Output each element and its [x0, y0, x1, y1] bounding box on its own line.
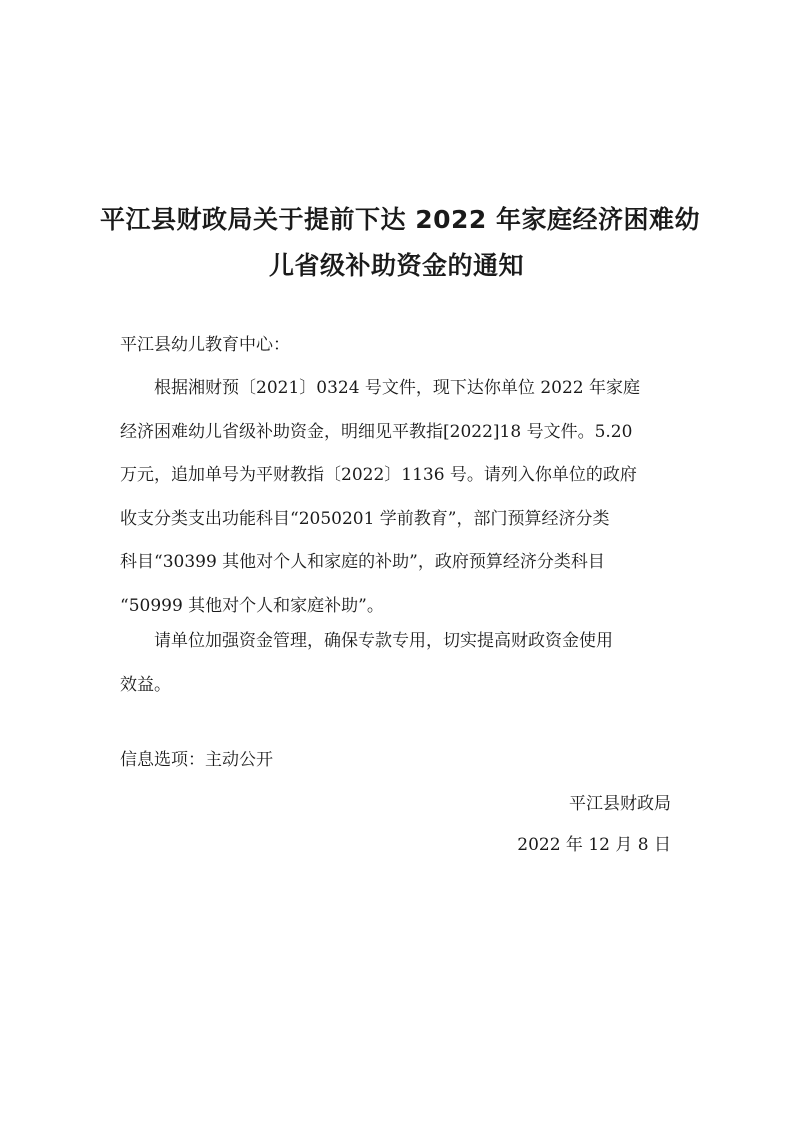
paragraph-management-request: [120, 620, 680, 707]
paragraph-line: 请单位加强资金管理，确保专款专用，切实提高财政资金使用: [154, 631, 613, 651]
paragraph-line: 科目“30399 其他对个人和家庭的补助”，政府预算经济分类科目: [120, 552, 605, 572]
paragraph-line: 经济困难幼儿省级补助资金，明细见平教指[2022]18 号文件。5.20: [120, 421, 633, 442]
salutation: 平江县幼儿教育中心：: [120, 335, 290, 355]
info-option: 信息选项：主动公开: [120, 750, 273, 770]
paragraph-line: 根据湘财预〔2021〕0324 号文件，现下达你单位 2022 年家庭: [154, 378, 641, 398]
paragraph-line: 万元，追加单号为平财教指〔2022〕1136 号。请列入你单位的政府: [120, 465, 637, 485]
paragraph-line: 收支分类支出功能科目“2050201 学前教育”，部门预算经济分类: [120, 508, 610, 529]
document-title-line-2: 儿省级补助资金的通知: [268, 251, 524, 280]
signature-date: 2022 年 12 月 8 日: [517, 835, 671, 855]
signature-organization: 平江县财政局: [569, 794, 671, 814]
paragraph-funding-details: [120, 367, 680, 628]
paragraph-line: 效益。: [120, 674, 171, 695]
document-title-line-1: 平江县财政局关于提前下达 2022 年家庭经济困难幼: [100, 205, 700, 234]
paragraph-line: “50999 其他对个人和家庭补助”。: [120, 595, 384, 616]
